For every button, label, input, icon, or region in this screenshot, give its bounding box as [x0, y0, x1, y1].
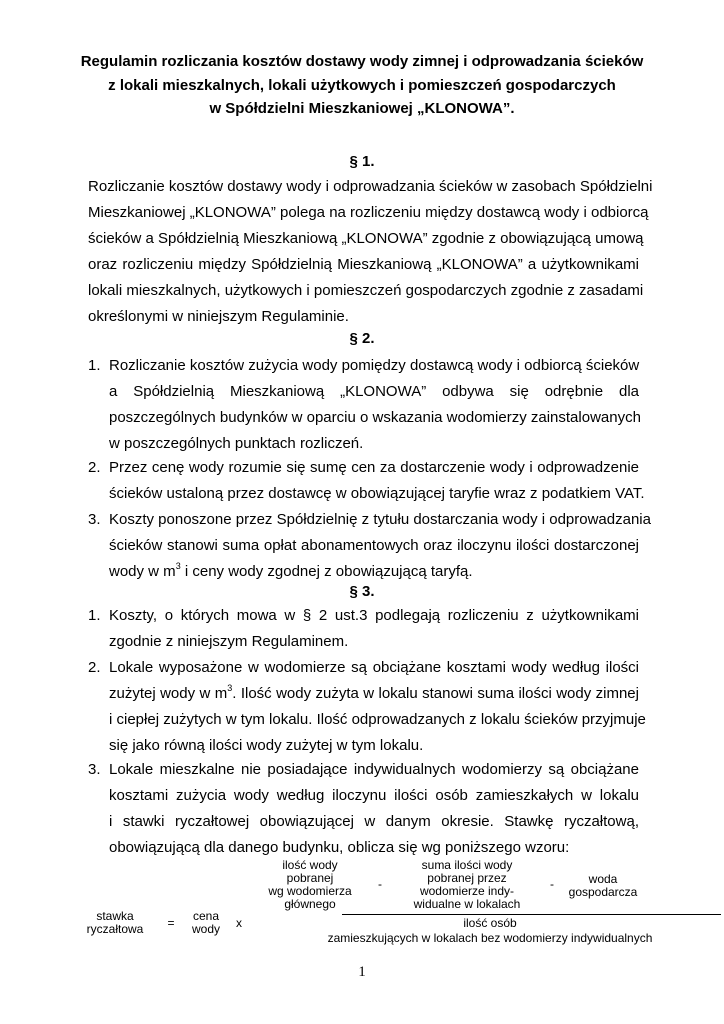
paragraph-line: Mieszkaniowej „KLONOWA” polega na rozliczeniu między dostawcą wody i odbiorcą: [88, 204, 649, 221]
document-title: [60, 50, 664, 121]
item-line: Koszty, o których mowa w § 2 ust.3 podlegają rozliczeniu z użytkownikami: [109, 607, 639, 624]
section-3-item-2: [88, 655, 646, 759]
formula-text: stawka: [96, 909, 134, 923]
fraction-bar: [342, 914, 721, 915]
formula-text: ryczałtowa: [86, 922, 144, 936]
formula-term-individual-meters: [397, 859, 537, 911]
formula-text: pobranej: [286, 871, 334, 885]
item-line: Rozliczanie kosztów zużycia wody pomiędzy dostawcą wody i odbiorcą ścieków: [109, 357, 640, 374]
paragraph-line: ścieków a Spółdzielnią Mieszkaniową „KLONOWA” zgodnie z obowiązującą umową: [88, 230, 644, 247]
formula-text: suma ilości wody: [421, 858, 513, 872]
item-line: zgodnie z niniejszym Regulaminem.: [109, 633, 349, 650]
formula-minus: -: [550, 877, 554, 891]
item-number: 1.: [88, 607, 101, 624]
section-3-item-3: [88, 757, 639, 861]
item-line: Lokale mieszkalne nie posiadające indywidualnych wodomierzy są obciążane: [109, 761, 639, 778]
superscript: 3: [175, 561, 181, 571]
superscript: 3: [227, 683, 233, 693]
item-number: 1.: [88, 357, 101, 374]
formula: [80, 858, 660, 948]
formula-text: woda: [588, 872, 618, 886]
title-line-2: z lokali mieszkalnych, lokali użytkowych i pomieszczeń gospodarczych: [108, 76, 616, 94]
item-line: się jako równą ilości wody zużytej w tym lokalu.: [109, 737, 424, 754]
formula-price: [184, 910, 228, 936]
section-1-paragraph: [88, 174, 653, 330]
formula-denominator: [250, 917, 724, 945]
item-number: 3.: [88, 761, 101, 778]
section-2-item-2: [88, 455, 645, 507]
formula-text: głównego: [284, 897, 336, 911]
text-fragment: wody w m: [109, 563, 176, 580]
item-line: a Spółdzielnią Mieszkaniową „KLONOWA” odbywa się odrębnie dla: [109, 383, 639, 400]
formula-text: ilość wody: [282, 858, 338, 872]
item-line: w poszczególnych punktach rozliczeń.: [109, 435, 364, 452]
section-3-item-1: [88, 603, 639, 655]
text-fragment: . Ilość wody zużyta w lokalu stanowi suma ilości wody zimnej: [232, 685, 639, 702]
section-1-heading: § 1.: [349, 153, 375, 170]
formula-text: wodomierze indy-: [419, 884, 515, 898]
title-line-3: w Spółdzielni Mieszkaniowej „KLONOWA”.: [209, 100, 515, 117]
section-2-heading: § 2.: [349, 330, 375, 347]
paragraph-line: określonymi w niniejszym Regulaminie.: [88, 308, 349, 325]
formula-text: widualne w lokalach: [413, 897, 521, 911]
section-2-item-1: [88, 353, 639, 457]
formula-text: gospodarcza: [568, 885, 638, 899]
text-fragment: i ceny wody zgodnej z obowiązującą taryfą.: [180, 563, 473, 580]
formula-term-main-meter: [260, 859, 360, 911]
item-line: Przez cenę wody rozumie się sumę cen za dostarczenie wody i odprowadzenie: [109, 459, 639, 476]
item-line: obowiązującą dla danego budynku, oblicza się wg poniższego wzoru:: [109, 839, 570, 856]
formula-text: wg wodomierza: [268, 884, 352, 898]
item-line: Koszty ponoszone przez Spółdzielnię z tytułu dostarczania wody i odprowadzania: [109, 511, 651, 528]
item-line: Lokale wyposażone w wodomierze są obciążane kosztami wody według ilości: [109, 659, 639, 676]
section-3-heading: § 3.: [349, 583, 375, 600]
title-line-1: Regulamin rozliczania kosztów dostawy wody zimnej i odprowadzania ścieków: [80, 53, 644, 70]
text-fragment: zużytej wody w m: [109, 685, 228, 702]
item-line: i ciepłej zużytych w tym lokalu. Ilość odprowadzanych z lokalu ścieków przyjmuje: [109, 711, 646, 728]
formula-minus: -: [378, 877, 382, 891]
item-line: [109, 559, 639, 585]
item-number: 3.: [88, 511, 101, 528]
item-line: ścieków stanowi suma opłat abonamentowych oraz iloczynu ilości dostarczonej: [109, 537, 639, 554]
section-2-item-3: [88, 507, 651, 585]
item-line: [109, 681, 639, 707]
paragraph-line: lokali mieszkalnych, użytkowych i pomieszczeń gospodarczych zgodnie z zasadami: [88, 282, 644, 299]
paragraph-line: oraz rozliczeniu między Spółdzielnią Mieszkaniową „KLONOWA” a użytkownikami: [88, 256, 639, 273]
item-number: 2.: [88, 659, 101, 676]
paragraph-line: Rozliczanie kosztów dostawy wody i odprowadzania ścieków w zasobach Spółdzielni: [88, 178, 653, 195]
formula-times: x: [236, 916, 242, 930]
item-line: kosztami zużycia wody według iloczynu ilości osób zamieszkałych w lokalu: [109, 787, 639, 804]
item-number: 2.: [88, 459, 101, 476]
formula-lhs: [80, 910, 150, 936]
formula-equals: =: [167, 916, 175, 930]
formula-text: wody: [191, 922, 220, 936]
formula-text: pobranej przez: [427, 871, 507, 885]
formula-term-utility-water: [563, 873, 643, 899]
page-number: 1: [358, 964, 366, 980]
formula-text: ilość osób: [463, 916, 517, 930]
item-line: poszczególnych budynków w oparciu o wskazania wodomierzy zainstalowanych: [109, 409, 641, 426]
item-line: i stawki ryczałtowej obowiązującej w danym okresie. Stawkę ryczałtową,: [109, 813, 639, 830]
formula-text: zamieszkujących w lokalach bez wodomierzy indywidualnych: [327, 931, 653, 945]
formula-text: cena: [192, 909, 220, 923]
item-line: ścieków ustaloną przez dostawcę w obowiązującej taryfie wraz z podatkiem VAT.: [109, 485, 645, 502]
